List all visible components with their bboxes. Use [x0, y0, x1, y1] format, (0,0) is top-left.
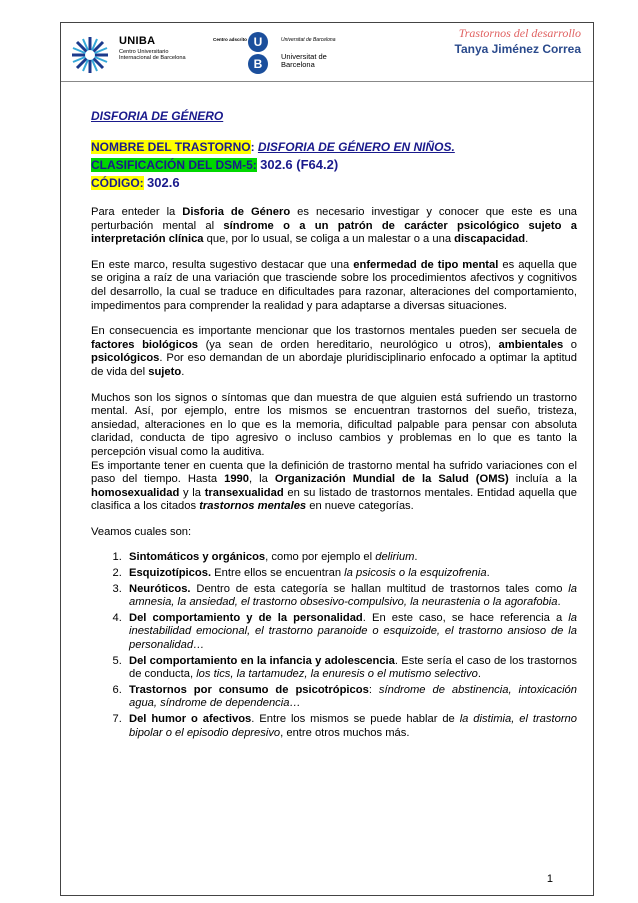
list-item: 7. Del humor o afectivos. Entre los mismos se puede hablar de la distimia, el trastorno bipolar o el episodio depresivo, entre otros muchos más. — [125, 713, 577, 740]
paragraph-6: Veamos cuales son: — [91, 525, 192, 538]
header-author: Tanya Jiménez Correa — [454, 42, 581, 56]
list-item: 1. Sintomáticos y orgánicos, como por ejemplo el delirium. — [125, 551, 577, 565]
paragraph-4: Muchos son los signos o síntomas que dan muestra de que alguien está sufriendo un trastorno mental. Así, por ejemplo, entre los mismos se encuentran trastornos del sueño, tristeza, ansiedad, alteraciones en lo que es la memoria, dificultad palpable para pensar con absoluta claridad, conducta de tipo agresivo o incluso cambios y problemas en lo que es tanto la percepción visual como la auditiva. — [91, 391, 577, 458]
header-subject: Trastornos del desarrollo — [458, 26, 581, 40]
ub-name: Universitat de Barcelona — [281, 52, 327, 69]
page-number: 1 — [546, 873, 553, 885]
list-item: 2. Esquizotípicos. Entre ellos se encuentran la psicosis o la esquizofrenia. — [125, 567, 577, 581]
disorder-name-value: DISFORIA DE GÉNERO EN NIÑOS. — [257, 140, 455, 154]
svg-text:B: B — [253, 57, 263, 71]
header-divider — [61, 81, 593, 82]
dsm-value: 302.6 (F64.2) — [260, 157, 339, 172]
uniba-subtitle: Centro Universitario Internacional de Barcelona — [119, 49, 186, 62]
list-item: 4. Del comportamiento y de la personalidad. En este caso, se hace referencia a la inestabilidad emocional, el trastorno paranoide o esquizoide, el trastorno ansioso de la personalidad… — [125, 612, 577, 653]
uniba-star-icon — [67, 35, 113, 75]
centro-adscrito-label: Centro adscrito — [213, 37, 247, 42]
list-item: 6. Trastornos por consumo de psicotrópicos: síndrome de abstinencia, intoxicación agua, síndrome de dependencia… — [125, 684, 577, 711]
disorder-name-line — [91, 139, 577, 156]
uniba-name: UNIBA — [119, 35, 156, 47]
code-line — [91, 174, 577, 192]
disorder-name-label: NOMBRE DEL TRASTORNO — [91, 140, 251, 154]
list-item: 3. Neuróticos. Dentro de esta categoría se hallan multitud de trastornos tales como la amnesia, la ansiedad, el trastorno obsesivo-compulsivo, la neurastenia o la agorafobia. — [125, 583, 577, 610]
page-frame — [60, 22, 594, 896]
dsm-classification-line — [91, 156, 577, 174]
disorder-categories-list — [91, 551, 577, 740]
list-item: 5. Del comportamiento en la infancia y adolescencia. Este sería el caso de los trastornos de conducta, los tics, la tartamudez, la enuresis o el mutismo selectivo. — [125, 655, 577, 682]
paragraph-5: Es importante tener en cuenta que la definición de trastorno mental ha sufrido variaciones con el paso del tiempo. Hasta 1990, la Organización Mundial de la Salud (OMS) incluía a la homosexualidad y la transexualidad en su listado de trastornos mentales. Entidad aquella que clasifica a los citados trastornos mentales en nueve categorías. — [91, 459, 577, 513]
page-header — [61, 23, 593, 81]
document-title: DISFORIA DE GÉNERO — [91, 109, 224, 123]
svg-text:U: U — [253, 35, 263, 49]
disorder-metadata — [91, 139, 577, 192]
ub-letters-icon — [239, 31, 277, 75]
paragraph-2: En este marco, resulta sugestivo destacar que una enfermedad de tipo mental es aquella que se origina a raíz de una variación que trasciende sobre los procedimientos afectivos y cognitivos del desarrollo, la cual se traduce en dificultades para razonar, alteraciones del comportamiento, impedimentos para comprender la realidad y para adaptarse a diversas situaciones. — [91, 258, 577, 312]
ub-signature: Universitat de Barcelona — [281, 37, 336, 43]
disorder-name-sep: : — [250, 140, 255, 154]
document-body — [91, 109, 577, 742]
code-value: 302.6 — [147, 175, 180, 190]
code-label: CÓDIGO: — [91, 176, 144, 190]
paragraph-1: Para enteder la Disforia de Género es necesario investigar y conocer que este es una perturbación mental al síndrome o a un patrón de carácter psicológico sujeto a interpretación clínica que, por lo usual, se coliga a un malestar o a una discapacidad. — [91, 206, 578, 246]
paragraph-3: En consecuencia es importante mencionar que los trastornos mentales pueden ser secuela de factores biológicos (ya sean de orden hereditario, neurológico u otros), ambientales o psicológicos. Por eso demandan de un abordaje pluridisciplinario enfocado a optimar la aptitud de vida del sujeto. — [91, 325, 577, 378]
ub-logo — [239, 31, 339, 75]
uniba-logo — [67, 33, 267, 77]
dsm-label: CLASIFICACIÓN DEL DSM-5: — [91, 158, 257, 172]
